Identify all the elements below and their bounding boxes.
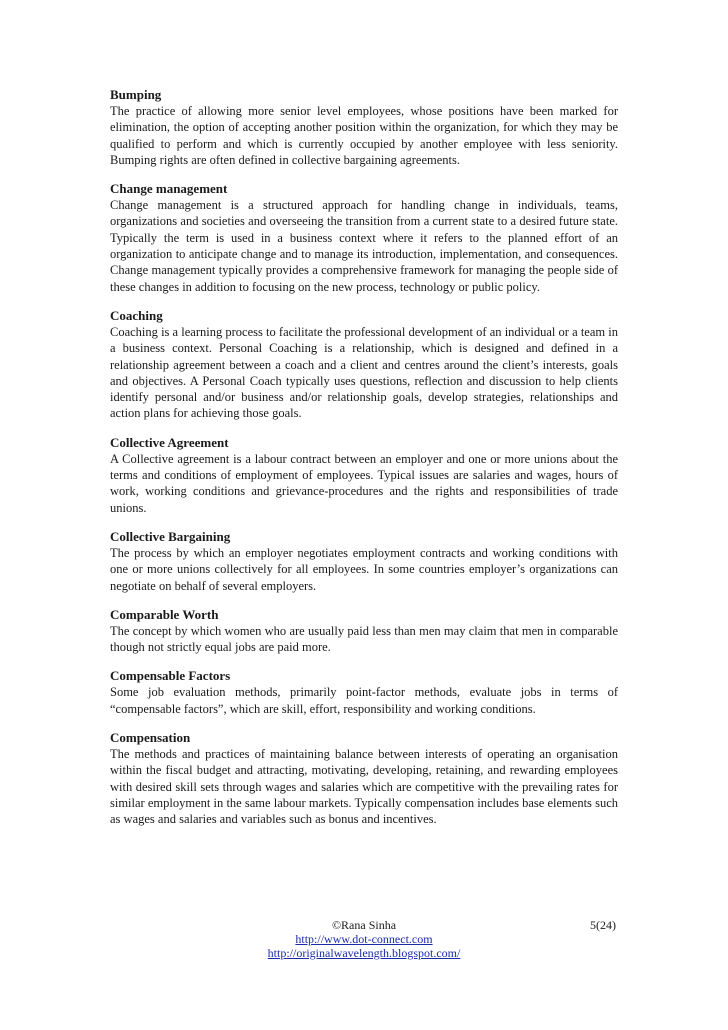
entry-definition: A Collective agreement is a labour contract between an employer and one or more unions about the terms and conditions of employment of employees. Typical issues are salaries and wages, hours of work, working conditions and grievance-procedures and the rights and responsibilities of trade unions. [110,451,618,515]
entry-term: Change management [110,181,228,197]
entry-term: Bumping [110,87,162,102]
glossary-entry [110,729,618,827]
entry-definition: The concept by which women who are usually paid less than men may claim that men in comparable though not strictly equal jobs are paid more. [110,623,618,655]
glossary-entry [110,180,618,295]
entry-term: Coaching [110,307,163,323]
page-footer [110,918,618,962]
entry-definition: Some job evaluation methods, primarily point-factor methods, evaluate jobs in terms of “compensable factors”, which are skill, effort, responsibility and working conditions. [110,685,618,716]
entry-term: Compensable Factors [110,668,231,684]
entry-term: Collective Bargaining [110,528,231,544]
glossary-entry [110,434,618,516]
glossary-entry [110,528,618,594]
glossary-entry [110,667,618,717]
entry-definition: The process by which an employer negotiates employment contracts and working conditions with one or more unions collectively for all employees. In some countries employer’s organizations can negotiate on behalf of several employers. [110,545,618,593]
glossary-entry [110,307,618,422]
entry-term: Comparable Worth [110,606,219,622]
glossary-entry [110,606,618,656]
website-link[interactable]: http://www.dot-connect.com [295,932,433,946]
copyright-credit: ©Rana Sinha [331,918,397,932]
glossary-content [110,86,618,840]
entry-term: Compensation [110,730,191,746]
page-number: 5(24) [590,918,616,932]
entry-definition: Change management is a structured approach for handling change in individuals, teams, organizations and societies and overseeing the transition from a current state to a desired future state. Typically the term is used in a business context where it refers to the planned effort of an organization to anticipate change and to manage its introduction, implementation, and consequences. Change management typically provides a comprehensive framework for managing the people side of these changes in addition to focusing on the new process, technology or public policy. [110,198,618,294]
entry-definition: The practice of allowing more senior level employees, whose positions have been marked for elimination, the option of accepting another position within the organization, for which they may be qualified to perform and which is currently occupied by another employee with less seniority. Bumping rights are often defined in collective bargaining agreements. [110,104,618,167]
glossary-entry [110,86,618,168]
entry-definition: The methods and practices of maintaining balance between interests of operating an organisation within the fiscal budget and attracting, motivating, developing, retaining, and rewarding employees with desired skill sets through wages and salaries which are competitive with the prevailing rates for similar employment in the same labour markets. Typically compensation includes base elements such as wages and salaries and variables such as bonus and incentives. [110,747,618,827]
entry-definition: Coaching is a learning process to facilitate the professional development of an individual or a team in a business context. Personal Coaching is a relationship, which is designed and defined in a relationship agreement between a coach and a client and centres around the client’s interests, goals and objectives. A Personal Coach typically uses questions, reflection and discussion to help clients identify personal and/or business and/or relationship goals, develop strategies, relationships and action plans for achieving those goals. [110,324,618,421]
entry-term: Collective Agreement [110,434,229,450]
blog-link[interactable]: http://originalwavelength.blogspot.com/ [267,946,461,960]
